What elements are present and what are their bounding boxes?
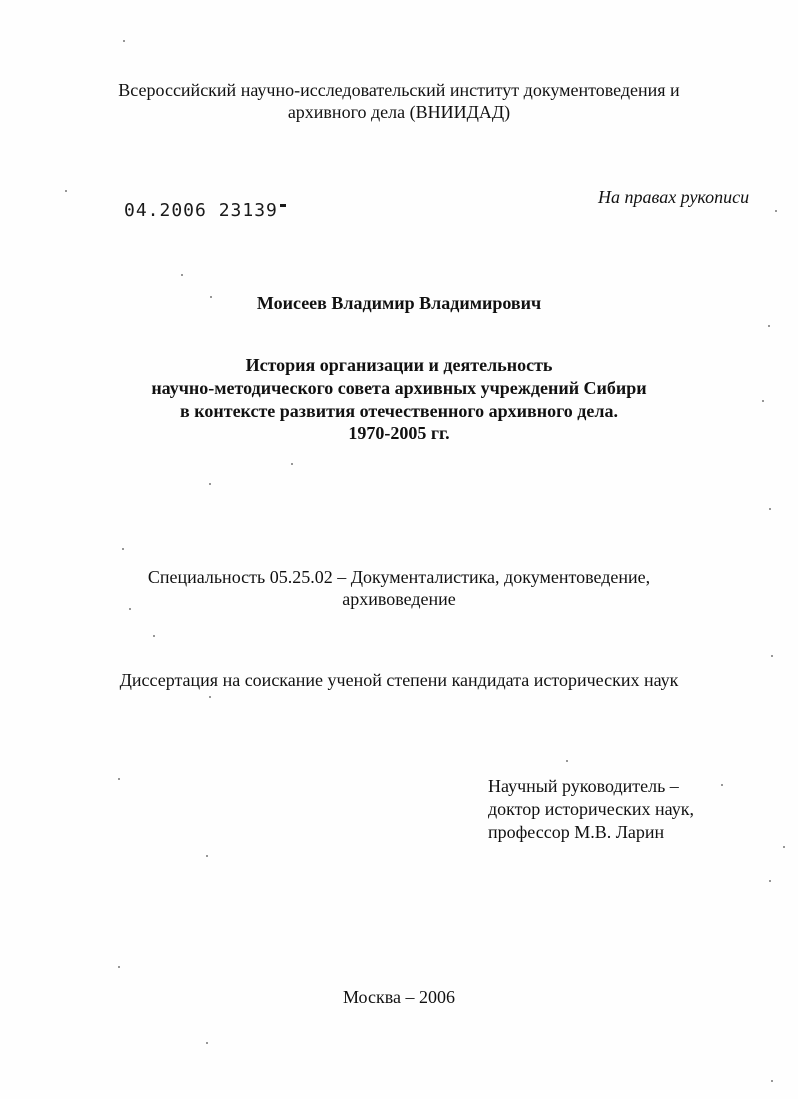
scan-speck (65, 190, 67, 192)
institute-line-2: архивного дела (ВНИИДАД) (287, 102, 511, 122)
scan-speck (210, 296, 212, 298)
scan-speck (122, 548, 124, 550)
scan-speck (566, 760, 568, 762)
manuscript-rights-label: На правах рукописи (598, 187, 750, 207)
title-line-4: 1970-2005 гг. (348, 423, 450, 443)
scan-speck (118, 778, 120, 780)
scan-speck (129, 608, 131, 610)
dissertation-statement: Диссертация на соискание ученой степени кандидата исторических наук (119, 670, 679, 690)
scan-speck (771, 1080, 773, 1082)
scan-speck (762, 400, 764, 402)
scan-speck (783, 846, 785, 848)
specialty-line-2: архивоведение (342, 589, 456, 609)
scan-speck (291, 463, 293, 465)
scan-speck (769, 508, 771, 510)
supervisor-line-1: Научный руководитель – (488, 776, 679, 796)
supervisor-line-2: доктор исторических наук, (488, 799, 694, 819)
title-line-2: научно-методического совета архивных учреждений Сибири (151, 378, 647, 398)
title-line-1: История организации и деятельность (245, 355, 553, 375)
registration-number: 04.2006 23139 (124, 200, 278, 221)
registration-stamp (124, 200, 286, 221)
supervisor-line-3: профессор М.В. Ларин (488, 822, 665, 842)
scan-speck (206, 1042, 208, 1044)
specialty-line-1: Специальность 05.25.02 – Документалистика, документоведение, (147, 567, 651, 587)
stamp-dash-mark (280, 204, 286, 207)
city-year: Москва – 2006 (343, 987, 455, 1007)
scan-speck (153, 635, 155, 637)
scan-speck (118, 966, 120, 968)
scan-speck (181, 274, 183, 276)
author-name: Моисеев Владимир Владимирович (256, 293, 542, 313)
scan-speck (209, 696, 211, 698)
scan-speck (209, 483, 211, 485)
scan-speck (206, 855, 208, 857)
scan-speck (769, 880, 771, 882)
scan-speck (123, 40, 125, 42)
title-line-3: в контексте развития отечественного архивного дела. (180, 401, 618, 421)
scan-speck (768, 325, 770, 327)
institute-line-1: Всероссийский научно-исследовательский институт документоведения и (118, 80, 680, 100)
scan-speck (775, 210, 777, 212)
scan-speck (721, 784, 723, 786)
scan-speck (771, 655, 773, 657)
